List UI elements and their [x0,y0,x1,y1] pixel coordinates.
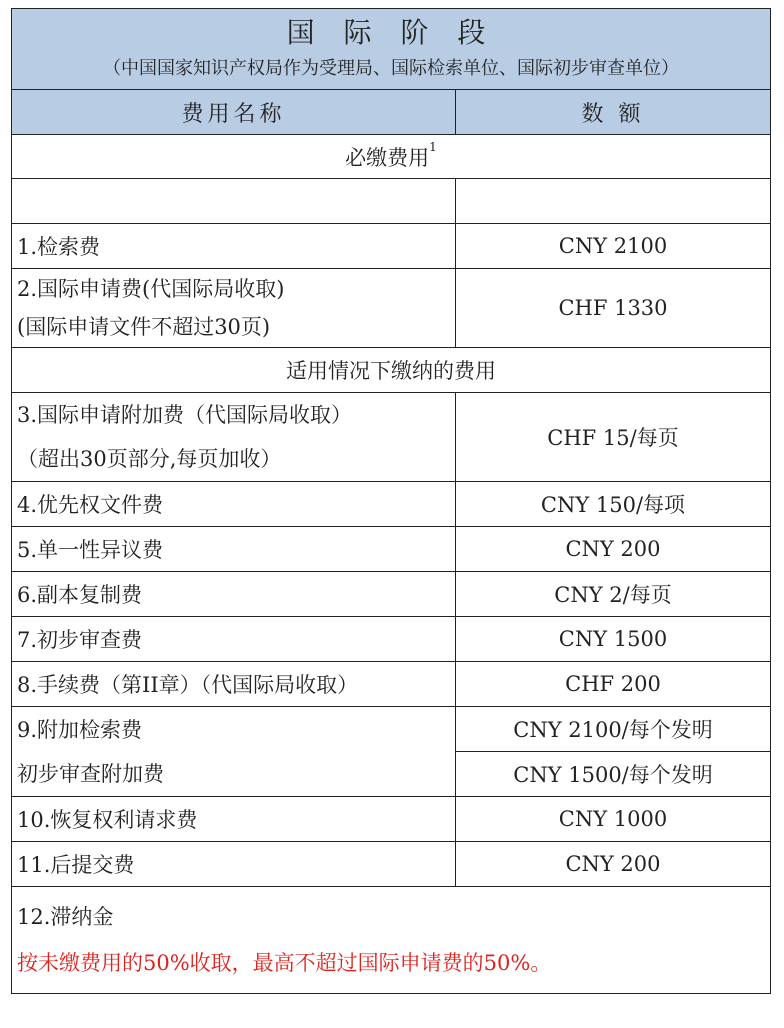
late-fee-note: 按未缴费用的50%收取，最高不超过国际申请费的50%。 [17,951,552,975]
section-required-row [12,135,771,179]
empty-name-cell [12,179,456,224]
fee-amount: CNY 1500 [456,617,771,662]
table-row [12,269,771,348]
table-row [12,482,771,527]
empty-row [12,179,771,224]
late-fee-row [12,887,771,994]
fee-amount: CNY 150/每项 [456,482,771,527]
late-fee-name: 12.滞纳金 [17,905,114,929]
header-row [12,90,771,135]
section-required-label: 必缴费用 [345,145,430,170]
fee-name: 9.附加检索费 [17,717,143,742]
fee-name: 2.国际申请费(代国际局收取) [17,277,285,301]
table-row [12,842,771,887]
fee-name-cell [12,269,456,348]
empty-amount-cell [456,179,771,224]
table-row [12,527,771,572]
fee-name: 8.手续费（第II章）（代国际局收取） [12,662,456,707]
column-header-amount: 数 额 [456,90,771,135]
fee-amount: CHF 15/每页 [456,393,771,482]
table-subtitle: （中国国家知识产权局作为受理局、国际检索单位、国际初步审查单位） [103,58,679,79]
fee-amount: CNY 2100 [456,224,771,269]
fee-name: 3.国际申请附加费（代国际局收取） [17,403,353,427]
table-row [12,662,771,707]
fee-amount: CNY 2100/每个发明 [456,707,771,752]
table-row [12,393,771,482]
footnote-marker: 1 [429,139,437,154]
table-row [12,797,771,842]
title-cell [12,9,771,90]
fee-name: 1.检索费 [12,224,456,269]
fee-name: 11.后提交费 [12,842,456,887]
fee-amount: CHF 200 [456,662,771,707]
fee-name-cell [12,707,456,797]
table-row [12,224,771,269]
table-row [12,707,771,752]
title-row [12,9,771,90]
table-row [12,617,771,662]
fee-name: 5.单一性异议费 [12,527,456,572]
fee-table-container [11,8,770,994]
fee-name: 4.优先权文件费 [12,482,456,527]
late-fee-cell [12,887,771,994]
fee-name: 7.初步审查费 [12,617,456,662]
column-header-name: 费用名称 [12,90,456,135]
fee-name-note: （超出30页部分,每页加收） [17,447,282,471]
fee-name: 6.副本复制费 [12,572,456,617]
section-required-cell [12,135,771,179]
fee-amount: CNY 2/每页 [456,572,771,617]
section-optional-row [12,348,771,393]
fee-amount: CNY 200 [456,527,771,572]
fee-amount-secondary: CNY 1500/每个发明 [456,752,771,797]
fee-amount: CHF 1330 [456,269,771,348]
fee-name: 10.恢复权利请求费 [12,797,456,842]
fee-name-note: (国际申请文件不超过30页) [17,315,271,339]
fee-name-cell [12,393,456,482]
section-optional-label: 适用情况下缴纳的费用 [12,348,771,393]
fee-table [11,8,771,994]
table-row [12,572,771,617]
fee-amount: CNY 200 [456,842,771,887]
fee-amount: CNY 1000 [456,797,771,842]
table-title: 国 际 阶 段 [286,16,496,49]
fee-name-secondary: 初步审查附加费 [17,761,164,786]
